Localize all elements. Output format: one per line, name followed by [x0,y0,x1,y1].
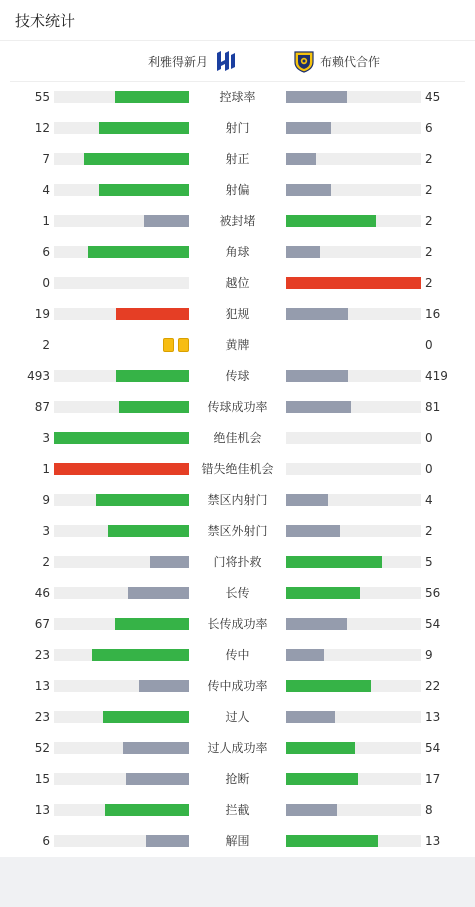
stat-label: 越位 [225,276,250,290]
stat-row [0,330,475,361]
away-value: 2 [425,183,433,197]
home-value: 12 [34,121,50,135]
stat-label: 射偏 [225,183,250,197]
yellow-card-icon [178,338,189,352]
stat-label: 拦截 [225,803,250,817]
stat-row [0,485,475,516]
stat-row [0,609,475,640]
home-bar-fill [92,649,189,661]
away-value: 0 [425,338,433,352]
stat-row [0,640,475,671]
away-value: 2 [425,214,433,228]
away-bar-track [286,308,421,320]
away-bar-track [286,711,421,723]
home-bar-fill [84,153,189,165]
yellow-card-icon [163,338,174,352]
home-bar-track [54,742,189,754]
home-bar-track [54,91,189,103]
stat-label: 过人 [225,710,250,724]
stat-label: 传球 [225,369,250,383]
away-bar-fill [286,91,347,103]
home-bar-fill [116,370,189,382]
away-value: 5 [425,555,433,569]
away-team[interactable] [292,49,380,73]
home-value: 52 [34,741,50,755]
home-bar-fill [54,463,189,475]
away-bar-fill [286,494,328,506]
stat-row [0,175,475,206]
away-value: 2 [425,524,433,538]
away-value: 4 [425,493,433,507]
stat-row [0,237,475,268]
home-bar-fill [108,525,189,537]
home-bar-track [54,711,189,723]
stat-row [0,764,475,795]
away-value: 2 [425,245,433,259]
home-value: 23 [34,710,50,724]
home-value: 55 [34,90,50,104]
stat-label: 抢断 [225,772,250,786]
home-value: 6 [42,834,50,848]
away-value: 6 [425,121,433,135]
home-bar-track [54,835,189,847]
home-bar-fill [144,215,189,227]
home-bar-fill [88,246,189,258]
away-bar-track [286,804,421,816]
home-value: 3 [42,431,50,445]
stat-label: 传球成功率 [207,400,268,414]
home-bar-fill [146,835,189,847]
home-bar-fill [139,680,189,692]
home-value: 0 [42,276,50,290]
away-bar-fill [286,680,371,692]
home-bar-track [54,649,189,661]
stat-row [0,454,475,485]
away-bar-track [286,122,421,134]
stat-label: 绝佳机会 [213,431,262,445]
home-bar-fill [115,618,189,630]
away-bar-track [286,680,421,692]
home-bar-fill [116,308,189,320]
away-value: 81 [425,400,441,414]
away-bar-track [286,401,421,413]
away-bar-fill [286,308,348,320]
away-value: 2 [425,276,433,290]
stat-label: 长传成功率 [207,617,268,631]
away-bar-fill [286,246,320,258]
home-bar-fill [54,432,189,444]
home-value: 2 [42,555,50,569]
home-value: 23 [34,648,50,662]
home-bar-track [54,525,189,537]
away-bar-track [286,649,421,661]
stat-label: 过人成功率 [207,741,268,755]
stat-row [0,268,475,299]
away-bar-fill [286,153,316,165]
stat-label: 解围 [225,834,250,848]
away-value: 54 [425,741,441,755]
home-bar-track [54,680,189,692]
home-bar-track [54,370,189,382]
away-bar-track [286,463,421,475]
stat-label: 射门 [225,121,250,135]
home-team[interactable] [148,49,238,73]
away-bar-fill [286,556,382,568]
home-value: 9 [42,493,50,507]
home-value: 2 [42,338,50,352]
away-bar-track [286,91,421,103]
away-bar-track [286,153,421,165]
away-bar-track [286,773,421,785]
away-bar-track [286,494,421,506]
stat-row [0,361,475,392]
home-value: 13 [34,679,50,693]
away-bar-fill [286,401,351,413]
home-value: 87 [34,400,50,414]
stat-label: 门将扑救 [213,555,262,569]
home-bar-track [54,463,189,475]
home-bar-track [54,122,189,134]
stat-row [0,795,475,826]
home-bar-track [54,401,189,413]
away-bar-track [286,370,421,382]
home-bar-fill [103,711,189,723]
home-value: 13 [34,803,50,817]
away-bar-track [286,215,421,227]
stat-row [0,733,475,764]
teams-header [10,41,465,82]
away-value: 13 [425,834,441,848]
home-value: 4 [42,183,50,197]
stat-row [0,144,475,175]
home-bar-fill [105,804,189,816]
home-bar-track [54,277,189,289]
away-bar-fill [286,184,331,196]
away-value: 419 [425,369,448,383]
away-bar-track [286,742,421,754]
stat-row [0,671,475,702]
away-bar-track [286,525,421,537]
home-bar-fill [128,587,189,599]
away-bar-track [286,432,421,444]
away-bar-track [286,835,421,847]
home-value: 493 [27,369,50,383]
home-value: 67 [34,617,50,631]
home-bar-fill [99,184,189,196]
away-bar-track [286,618,421,630]
home-value: 1 [42,214,50,228]
stat-label: 禁区内射门 [207,493,268,507]
home-bar-track [54,308,189,320]
away-bar-fill [286,835,378,847]
page-title: 技术统计 [15,12,76,30]
away-bar-fill [286,525,340,537]
yellow-cards [163,338,189,352]
home-bar-fill [126,773,189,785]
stat-label: 错失绝佳机会 [201,462,274,476]
stat-row [0,423,475,454]
home-bar-fill [150,556,189,568]
away-bar-fill [286,370,348,382]
away-value: 22 [425,679,441,693]
away-value: 8 [425,803,433,817]
home-value: 7 [42,152,50,166]
home-bar-track [54,773,189,785]
stat-label: 传中成功率 [207,679,268,693]
home-value: 46 [34,586,50,600]
home-value: 15 [34,772,50,786]
home-value: 19 [34,307,50,321]
stat-label: 传中 [225,648,250,662]
home-bar-track [54,432,189,444]
home-bar-track [54,804,189,816]
home-bar-fill [99,122,189,134]
away-team-name: 布赖代合作 [320,54,381,69]
away-value: 0 [425,462,433,476]
away-value: 13 [425,710,441,724]
stat-label: 长传 [225,586,250,600]
stat-row [0,826,475,857]
away-bar-fill [286,773,358,785]
home-bar-track [54,587,189,599]
home-team-name: 利雅得新月 [147,54,208,69]
home-value: 6 [42,245,50,259]
stat-label: 犯规 [225,307,250,321]
home-bar-fill [115,91,189,103]
al-hilal-logo-icon [214,49,238,73]
home-bar-fill [119,401,189,413]
away-bar-fill [286,804,337,816]
stat-row [0,299,475,330]
away-value: 45 [425,90,441,104]
home-bar-track [54,153,189,165]
away-bar-fill [286,742,355,754]
away-bar-fill [286,215,376,227]
away-bar-track [286,277,421,289]
stat-label: 控球率 [219,90,256,104]
home-value: 3 [42,524,50,538]
away-bar-fill [286,618,347,630]
away-value: 56 [425,586,441,600]
away-bar-fill [286,587,360,599]
home-bar-track [54,618,189,630]
stat-row [0,578,475,609]
al-taawoun-logo-icon [292,49,316,73]
stat-row [0,547,475,578]
away-bar-track [286,184,421,196]
away-bar-fill [286,122,331,134]
home-bar-track [54,215,189,227]
stat-row [0,702,475,733]
away-value: 2 [425,152,433,166]
title-bar [0,0,475,41]
stat-label: 禁区外射门 [207,524,268,538]
away-value: 54 [425,617,441,631]
away-bar-track [286,587,421,599]
stat-label: 射正 [225,152,250,166]
stat-label: 黄牌 [225,338,250,352]
home-bar-track [54,184,189,196]
home-bar-fill [123,742,189,754]
away-bar-fill [286,649,324,661]
away-bar-fill [286,711,335,723]
stat-row [0,516,475,547]
away-value: 0 [425,431,433,445]
away-value: 17 [425,772,441,786]
stat-row [0,392,475,423]
stat-label: 角球 [225,245,250,259]
away-value: 9 [425,648,433,662]
away-bar-fill [286,277,421,289]
stat-label: 被封堵 [219,214,256,228]
home-bar-track [54,556,189,568]
home-bar-track [54,246,189,258]
stat-row [0,206,475,237]
stat-row [0,113,475,144]
away-bar-track [286,556,421,568]
home-bar-track [54,494,189,506]
stat-row [0,82,475,113]
away-bar-track [286,246,421,258]
home-bar-fill [96,494,189,506]
home-value: 1 [42,462,50,476]
away-value: 16 [425,307,441,321]
